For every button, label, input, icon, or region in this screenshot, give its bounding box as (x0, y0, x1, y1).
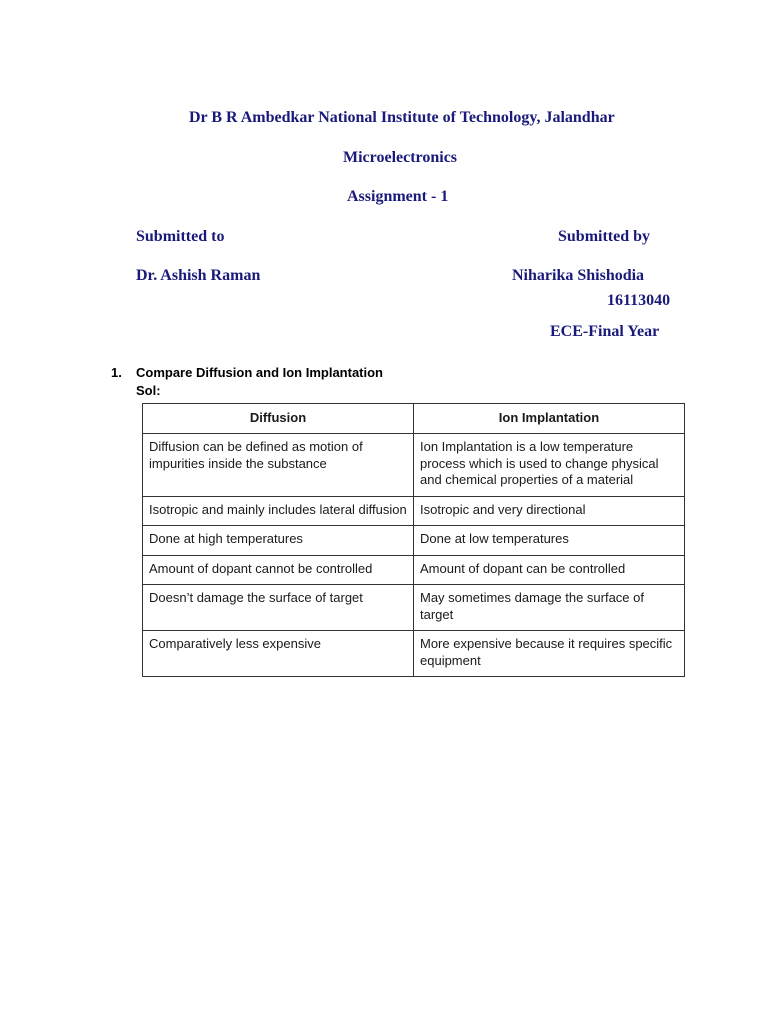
table-cell: Diffusion can be defined as motion of impurities inside the substance (143, 434, 414, 497)
table-row (143, 631, 685, 677)
table-cell: More expensive because it requires specific equipment (414, 631, 685, 677)
table-header-ion-implantation: Ion Implantation (414, 404, 685, 434)
table-cell: May sometimes damage the surface of target (414, 585, 685, 631)
table-cell: Isotropic and mainly includes lateral diffusion (143, 496, 414, 526)
table-cell: Doesn’t damage the surface of target (143, 585, 414, 631)
solution-label: Sol: (136, 383, 161, 398)
table-row (143, 496, 685, 526)
table-cell: Done at low temperatures (414, 526, 685, 556)
submitted-to-name: Dr. Ashish Raman (136, 267, 261, 284)
table-cell: Amount of dopant can be controlled (414, 555, 685, 585)
assignment-title: Assignment - 1 (347, 188, 449, 205)
student-year: ECE-Final Year (550, 323, 660, 340)
submitted-by-name: Niharika Shishodia (512, 267, 645, 284)
table-header-row (143, 404, 685, 434)
question-number: 1. (111, 365, 122, 380)
question-heading (111, 365, 383, 380)
table-row (143, 555, 685, 585)
comparison-table (142, 403, 685, 677)
table-row (143, 434, 685, 497)
subject-title: Microelectronics (343, 149, 458, 166)
table-row (143, 585, 685, 631)
table-cell: Comparatively less expensive (143, 631, 414, 677)
table-row (143, 526, 685, 556)
table-cell: Ion Implantation is a low temperature process which is used to change physical and chemical properties of a material (414, 434, 685, 497)
table-cell: Isotropic and very directional (414, 496, 685, 526)
institute-name: Dr B R Ambedkar National Institute of Technology, Jalandhar (189, 109, 615, 126)
table-cell: Amount of dopant cannot be controlled (143, 555, 414, 585)
table-cell: Done at high temperatures (143, 526, 414, 556)
question-text: Compare Diffusion and Ion Implantation (136, 365, 383, 380)
roll-number: 16113040 (607, 292, 671, 309)
submitted-to-label: Submitted to (136, 228, 225, 245)
table-header-diffusion: Diffusion (143, 404, 414, 434)
submitted-by-label: Submitted by (558, 228, 651, 245)
